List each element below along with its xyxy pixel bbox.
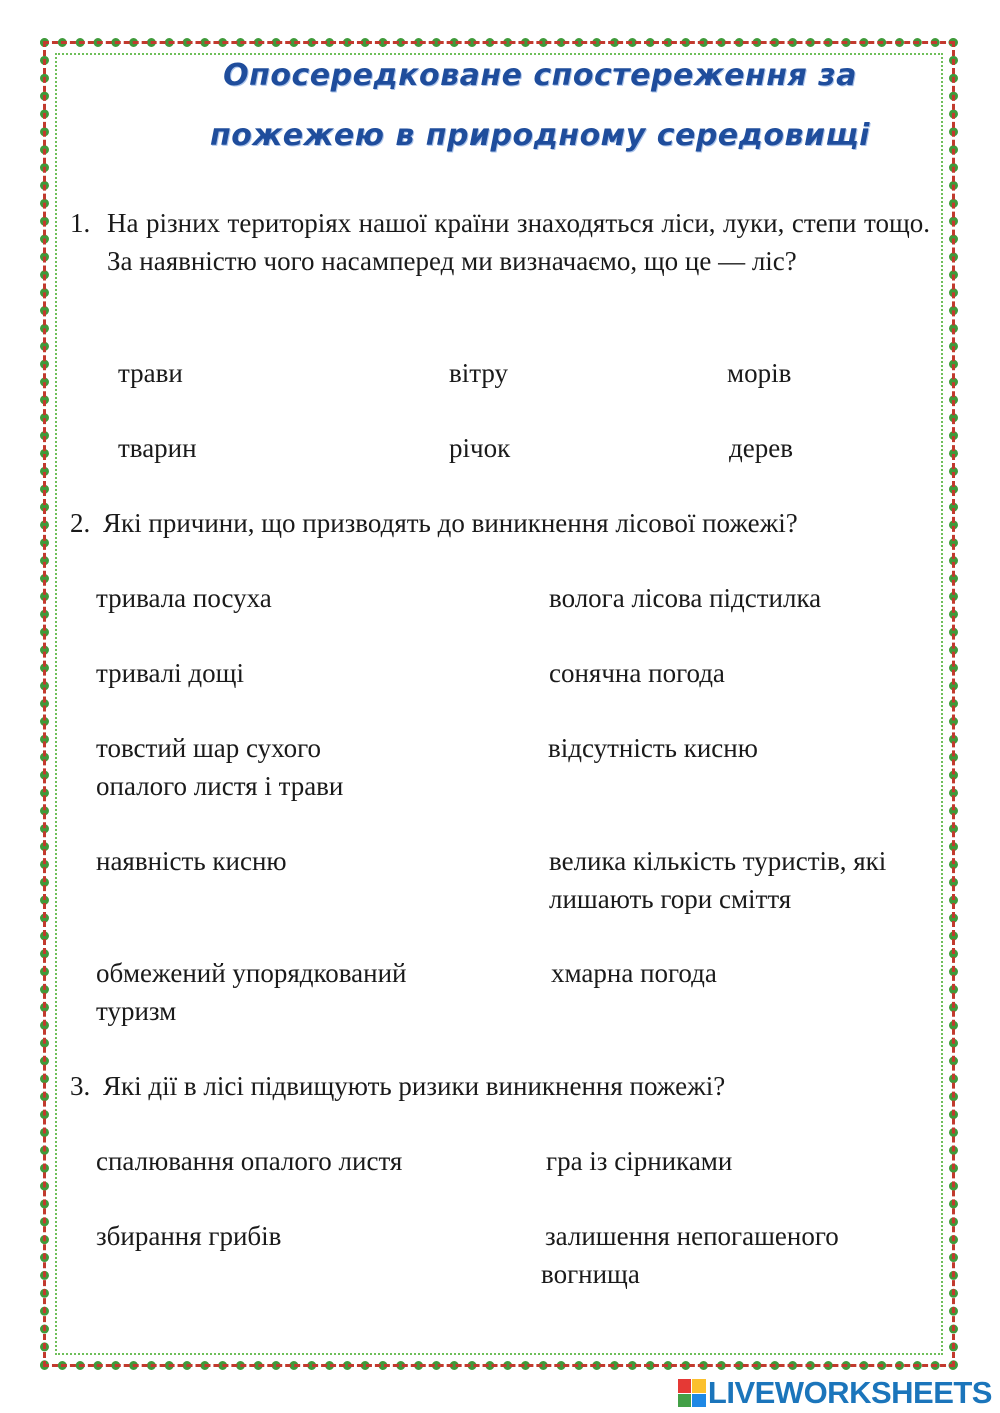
question-text: Які дії в лісі підвищують ризики виникнення пожежі? bbox=[103, 1071, 726, 1101]
answer-option-line: вогнища bbox=[541, 1259, 640, 1289]
answer-option[interactable]: наявність кисню bbox=[96, 846, 287, 876]
answer-option-line: обмежений упорядкований bbox=[96, 958, 407, 988]
answer-option[interactable]: хмарна погода bbox=[551, 958, 717, 988]
answer-option[interactable] bbox=[96, 954, 407, 1030]
answer-option[interactable] bbox=[96, 729, 343, 805]
answer-option-line: залишення непогашеного bbox=[545, 1221, 839, 1251]
logo-text: LIVEWORKSHEETS bbox=[707, 1375, 992, 1410]
answer-option[interactable]: сонячна погода bbox=[549, 658, 725, 688]
question-3 bbox=[70, 1067, 930, 1105]
question-2 bbox=[70, 504, 930, 542]
answer-option[interactable]: дерев bbox=[729, 433, 793, 463]
logo-square bbox=[678, 1394, 692, 1408]
answer-option-line: товстий шар сухого bbox=[96, 733, 321, 763]
answer-option-line: туризм bbox=[96, 996, 177, 1026]
answer-option[interactable]: морів bbox=[727, 358, 792, 388]
answer-option[interactable]: гра із сірниками bbox=[546, 1146, 733, 1176]
logo-square bbox=[692, 1394, 706, 1408]
liveworksheets-logo bbox=[678, 1377, 992, 1409]
question-1 bbox=[70, 204, 930, 280]
answer-option[interactable] bbox=[549, 842, 886, 918]
question-text: На різних територіях нашої країни знаходяться ліси, луки, степи тощо. За наявністю чого насамперед ми визначаємо, що це — ліс? bbox=[107, 208, 930, 276]
answer-option[interactable]: трави bbox=[118, 358, 183, 388]
question-number: 3. bbox=[70, 1071, 91, 1101]
page-title-line-1: Опосередковане спостереження за bbox=[223, 58, 857, 93]
answer-option[interactable]: тварин bbox=[118, 433, 197, 463]
question-number: 2. bbox=[70, 508, 91, 538]
answer-option[interactable]: відсутність кисню bbox=[548, 733, 758, 763]
answer-option-line: велика кількість туристів, які bbox=[549, 846, 887, 876]
page-title-line-2: пожежею в природному середовищі bbox=[210, 118, 870, 153]
question-number: 1. bbox=[70, 208, 91, 238]
logo-icon bbox=[678, 1379, 706, 1407]
answer-option[interactable]: тривалі дощі bbox=[96, 658, 244, 688]
answer-option[interactable] bbox=[541, 1217, 839, 1293]
question-text: Які причини, що призводять до виникнення лісової пожежі? bbox=[103, 508, 798, 538]
answer-option[interactable]: вітру bbox=[449, 358, 509, 388]
answer-option-line: лишають гори сміття bbox=[549, 884, 792, 914]
answer-option[interactable]: тривала посуха bbox=[96, 583, 272, 613]
answer-option[interactable]: збирання грибів bbox=[96, 1221, 282, 1251]
answer-option[interactable]: річок bbox=[449, 433, 511, 463]
logo-square bbox=[692, 1379, 706, 1393]
answer-option[interactable]: спалювання опалого листя bbox=[96, 1146, 403, 1176]
answer-option-line: опалого листя і трави bbox=[96, 771, 344, 801]
answer-option[interactable]: волога лісова підстилка bbox=[549, 583, 822, 613]
logo-square bbox=[678, 1379, 692, 1393]
